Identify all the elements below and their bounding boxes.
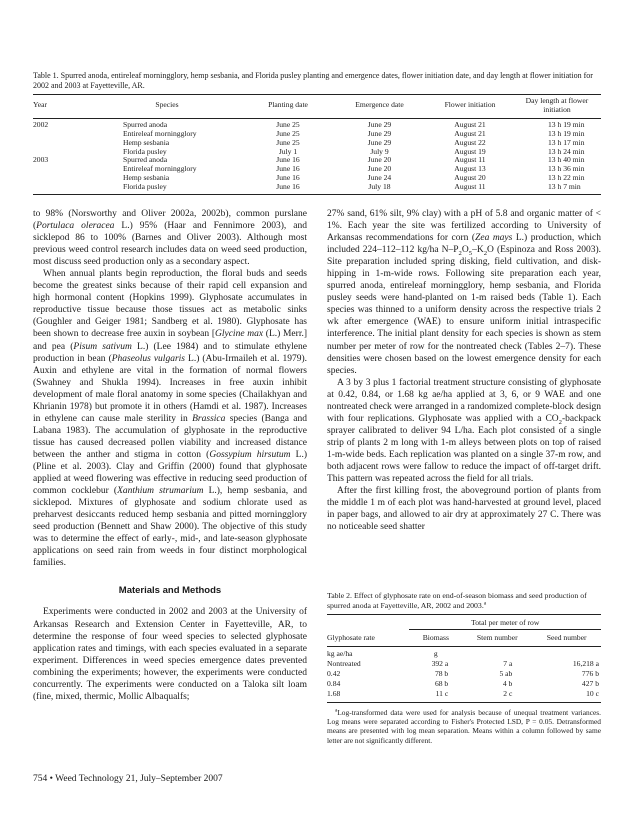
table-row: [327, 679, 601, 689]
table-cell: [33, 165, 90, 174]
table-cell: Entireleaf morningglory: [123, 164, 197, 174]
table-cell: June 29: [367, 128, 392, 138]
table-cell: Spurred anoda: [123, 119, 168, 129]
table1-header-species: Species: [90, 95, 244, 119]
table-cell: August 20: [454, 173, 486, 183]
table1-header-row: [33, 95, 601, 119]
table-cell: August 11: [427, 183, 513, 194]
table2-footnote-mark: a: [335, 707, 338, 714]
left-paragraph-1: to 98% (Norsworthy and Oliver 2002a, 2002b), common purslane (Portulaca oleracea L.) 95% (Haar and Fennimore 2003), and sicklepod 86 to 100% (Barnes and Oliver 2003). Although most previous weed control research includes data on weed seed production, most discuss seed production only as a secondary aspect.: [33, 209, 307, 268]
table1-header-planting: Planting date: [244, 95, 332, 119]
table1-header-emergence: Emergence date: [332, 95, 427, 119]
table-cell: June 25: [276, 119, 300, 129]
table-cell: July 1: [278, 146, 298, 156]
table-cell: 392 a: [431, 658, 449, 668]
table-cell: Hemp sesbania: [123, 173, 170, 183]
table-cell: June 20: [367, 155, 392, 165]
table-cell: 13 h 7 min: [513, 183, 601, 194]
table-cell: 776 b: [581, 669, 599, 678]
section-heading-methods: Materials and Methods: [118, 585, 222, 597]
table-cell: August 13: [454, 164, 486, 174]
table2-unit-rate: kg ae/ha: [327, 648, 353, 658]
table2-span-header-row: [327, 615, 601, 630]
left-paragraph-3: Experiments were conducted in 2002 and 2003 at the University of Arkansas Research and Extension Center in Fayetteville, AR, to determine the response of four weed species to selected glyphosate application rates and timings, with each species evaluated in a separate experiment. Differences in weed species emergence dates prevented combining the experiments; however, the experiments were conducted concurrently. The experiments were conducted on a Taloka silt loam (fine, mixed, thermic, Mollic Albaqualfs;: [33, 607, 307, 702]
table-cell: [33, 130, 90, 139]
table1-header-daylength: Day length at flower initiation: [513, 95, 601, 119]
table-cell: August 22: [454, 137, 486, 147]
table-cell: August 19: [454, 146, 486, 156]
table2-body: [327, 659, 601, 702]
right-column: [327, 208, 601, 533]
table-cell: 13 h 40 min: [548, 155, 585, 165]
table-cell: June 25: [276, 128, 300, 138]
table2-unit-biomass: g: [433, 648, 438, 658]
table1-header-year: Year: [33, 95, 90, 119]
table-cell: 2 c: [462, 689, 532, 702]
table2-header-row: [327, 630, 601, 646]
table-cell: June 16: [276, 164, 300, 174]
table-row: [33, 156, 601, 165]
table-row: [327, 689, 601, 702]
table-cell: June 24: [367, 173, 392, 183]
table-cell: 13 h 24 min: [548, 146, 585, 156]
table-row: [33, 139, 601, 148]
table-cell: Entireleaf morningglory: [123, 128, 197, 138]
table-cell: Hemp sesbania: [123, 137, 170, 147]
table2-header-stem: Stem number: [462, 630, 532, 646]
table-cell: 427 b: [581, 679, 599, 689]
table-cell: 10 c: [532, 689, 601, 702]
table1: [33, 94, 601, 195]
table-cell: August 21: [454, 128, 486, 138]
table-cell: 0.84: [327, 679, 341, 689]
table-row: [33, 174, 601, 183]
table-cell: 11 c: [409, 689, 462, 702]
table-cell: June 25: [276, 137, 300, 147]
table-cell: Florida pusley: [90, 183, 244, 194]
table2-span-header: Total per meter of row: [409, 615, 601, 630]
right-paragraph-3: After the first killing frost, the aboveground portion of plants from the middle 1 m of each plot was hand-harvested at ground level, placed in paper bags, and allowed to air dry at approximately 27 C. There was no noticeable seed shatter: [327, 486, 601, 533]
page-footer: 754 • Weed Technology 21, July–September 2007: [33, 774, 223, 784]
table-cell: 0.42: [327, 669, 341, 678]
table2-caption: Table 2. Effect of glyphosate rate on end-of-season biomass and seed production of spurred anoda at Fayetteville, AR, 2002 and 2003.$^a$: [327, 591, 587, 610]
table-cell: 4 b: [502, 679, 513, 689]
table-row: [327, 669, 601, 679]
table-cell: 1.68: [327, 689, 409, 702]
left-column: [33, 208, 307, 703]
table2-units-row: [327, 646, 601, 659]
table-cell: 2003: [33, 155, 49, 165]
table-cell: July 18: [332, 183, 427, 194]
table-cell: 13 h 22 min: [548, 173, 585, 183]
table-cell: 78 b: [434, 669, 449, 678]
table-row: [327, 659, 601, 669]
left-paragraph-2: When annual plants begin reproduction, the floral buds and seeds become the greatest sinks because of their rapid cell expansion and high hormonal content (Hopkins 1999). Glyphosate accumulates in reproductive tissue because those tissues act as metabolic sinks (Goughler and Geiger 1981; Sandberg et al. 1980). Glyphosate has been shown to decrease free auxin in soybean [Glycine max (L.) Merr.] and pea (Pisum sativum L.) (Lee 1984) and to stimulate ethylene production in bean (Phaseolus vulgaris L.) (Abu-Irmaileh et al. 1979). Auxin and ethylene are vital in the formation of normal flowers (Swahney and Shukla 1994). Increases in free auxin inhibit development of male floral anatomy in some species (Chailakhyan and Khrianin 1978) but promote it in others (Hamdi et al. 1987). Increases in ethylene can cause male sterility in Brassica species (Banga and Labana 1983). The accumulation of glyphosate in the reproductive tissue has caused decreased pollen viability and increased distance between the anther and stigma in cotton (Gossypium hirsutum L.) (Pline et al. 2003). Clay and Griffin (2000) found that glyphosate applied at weed flowering was effective in reducing seed production of common cocklebur (Xanthium strumarium L.), hemp sesbania, and sicklepod. Mixtures of glyphosate and sodium chlorate used as preharvest desiccants reduced hemp sesbania and pitted morningglory seed production (Bennett and Shaw 2000). The objective of this study was to determine the effect of early-, mid-, and late-season glyphosate applications on seed rain from weeds in four distinct morphological families.: [33, 269, 308, 569]
table-cell: [33, 174, 90, 183]
table-cell: June 16: [276, 155, 300, 165]
right-paragraph-2: A 3 by 3 plus 1 factorial treatment structure consisting of glyphosate at 0.42, 0.84, or 1.68 kg ae/ha applied at 3, 6, or 9 WAE and one nontreated check were arranged in a randomized complete-block design with four replications. Glyphosate was applied with a $CO_2$-backpack sprayer calibrated to deliver 94 L/ha. Each plot consisted of a single strip of plants 2 m long with 1-m alleys between plots on top of raised 1-m-wide beds. Each replication was planted on a single 37-m row, and both adjacent rows were fallow to reduce the impact of off-target drift. This pattern was repeated across the field for all trials.: [327, 377, 601, 485]
table-cell: [33, 183, 90, 194]
table-cell: 2002: [33, 119, 49, 129]
table1-header-flower: Flower initiation: [427, 95, 513, 119]
table-cell: June 16: [276, 173, 300, 183]
table-row: [33, 165, 601, 174]
table-cell: July 9: [370, 146, 389, 156]
right-paragraph-1: 27% sand, 61% silt, 9% clay) with a pH of 5.8 and organic matter of < 1%. Each year the site was fertilized according to University of Arkansas recommendations for corn (Zea mays L.) production, which included 224–112–112 kg/ha $N-P_2O_5-K_2O$ (Espinoza and Ross 2003). Site preparation included spring disking, field cultivation, and disk-hipping in 1-m-wide rows. Following site preparation each year, spurred anoda, entireleaf morningglory, hemp sesbania, and Florida pusley seeds were hand-planted on 1-m raised beds (Table 1). Each species was thinned to a uniform density across the respective trials 2 wk after emergence (WAE) to ensure uniform initial intraspecific interference. The initial plant density for each species is shown as stem number per meter of row for the nontreated check (Tables 2–7). These densities were chosen based on the lowest emergence density for each species.: [327, 209, 601, 376]
table1-caption: Table 1. Spurred anoda, entireleaf morningglory, hemp sesbania, and Florida pusley planting and emergence dates, flower initiation date, and day length at flower initiation for 2002 and 2003 at Fayetteville, AR.: [33, 71, 593, 90]
table-cell: Florida pusley: [123, 146, 167, 156]
table1-body: [33, 118, 601, 194]
table-cell: 68 b: [434, 679, 449, 689]
table-cell: Nontreated: [327, 658, 361, 668]
table-cell: 13 h 19 min: [548, 128, 585, 138]
table2-block: [327, 591, 601, 745]
table2-header-seed: Seed number: [532, 630, 601, 646]
table2-header-rate: Glyphosate rate: [327, 630, 409, 646]
table-cell: Spurred anoda: [123, 155, 168, 165]
table-cell: 16,218 a: [572, 658, 599, 668]
table-row: [33, 183, 601, 194]
table2-footnote: $^a$Log-transformed data were used for analysis because of unequal treatment variances. Log means were separated according to Fisher's Protected LSD, P = 0.05. Detransformed means are presented with log mean separation. Means within a column followed by same letter are not significantly different.: [327, 707, 601, 745]
table-cell: 7 a: [503, 658, 513, 668]
table-cell: [33, 139, 90, 148]
table-cell: 13 h 36 min: [548, 164, 585, 174]
table-row: [33, 130, 601, 139]
table-cell: August 11: [454, 155, 486, 165]
table-cell: June 29: [367, 119, 392, 129]
table-row: [33, 148, 601, 157]
table-cell: June 16: [244, 183, 332, 194]
table-row: [33, 118, 601, 129]
table-cell: June 20: [367, 164, 392, 174]
table-cell: 13 h 17 min: [548, 137, 585, 147]
table-cell: August 21: [454, 119, 486, 129]
table2: [327, 614, 601, 702]
table2-header-biomass: Biomass: [409, 630, 462, 646]
table-cell: 13 h 19 min: [548, 119, 585, 129]
table-cell: 5 ab: [499, 669, 513, 678]
table-cell: June 29: [367, 137, 392, 147]
table2-caption-footnote-mark: a: [483, 600, 487, 606]
